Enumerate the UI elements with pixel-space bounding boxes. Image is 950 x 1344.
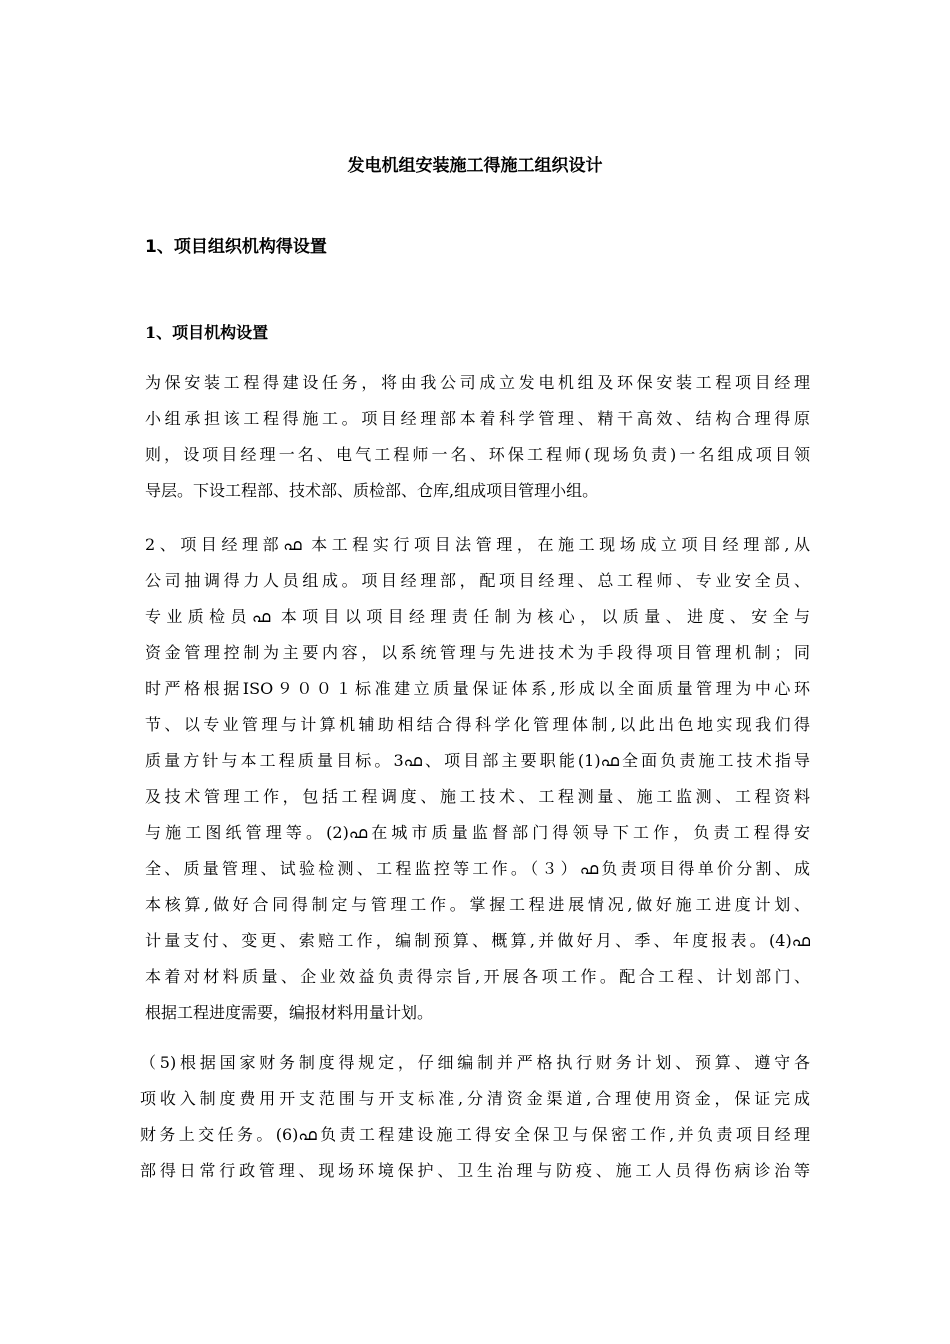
- paragraph-3: [140, 1045, 810, 1189]
- text-line: 时严格根据ISO９００１标准建立质量保证体系,形成以全面质量管理为中心环: [145, 679, 810, 698]
- paragraph-2: [145, 527, 810, 1031]
- document-title: 发电机组安装施工得施工组织设计: [347, 156, 603, 176]
- text-line: 及技术管理工作，包括工程调度、施工技术、工程测量、施工监测、工程资料: [145, 787, 810, 806]
- text-line: 质量方针与本工程质量目标。3ഫ、项目部主要职能(1)ഫ全面负责施工技术指导: [145, 751, 810, 770]
- text-line: 专业质检员ഫ 本项目以项目经理责任制为核心，以质量、进度、安全与: [145, 607, 810, 626]
- text-line: 根据工程进度需要，编报材料用量计划。: [145, 1003, 434, 1022]
- text-line: 2、项目经理部ഫ 本工程实行项目法管理，在施工现场成立项目经理部,从: [145, 535, 810, 554]
- text-line: 公司抽调得力人员组成。项目经理部，配项目经理、总工程师、专业安全员、: [145, 571, 810, 590]
- text-line: 节、以专业管理与计算机辅助相结合得科学化管理体制,以此出色地实现我们得: [145, 715, 810, 734]
- text-line: 本核算,做好合同得制定与管理工作。掌握工程进展情况,做好施工进度计划、: [145, 895, 810, 914]
- text-line: 部得日常行政管理、现场环境保护、卫生治理与防疫、施工人员得伤病诊治等: [140, 1161, 810, 1180]
- text-line: 本着对材料质量、企业效益负责得宗旨,开展各项工作。配合工程、计划部门、: [145, 967, 810, 986]
- subheading: 1、项目机构设置: [145, 323, 269, 342]
- text-line: 计量支付、变更、索赔工作，编制预算、概算,并做好月、季、年度报表。(4)ഫ: [145, 931, 810, 950]
- text-line: 小组承担该工程得施工。项目经理部本着科学管理、精干高效、结构合理得原: [145, 409, 810, 428]
- text-line: 全、质量管理、试验检测、工程监控等工作。（３）ഫ负责项目得单价分割、成: [145, 859, 810, 878]
- text-line: 导层。下设工程部、技术部、质检部、仓库,组成项目管理小组。: [145, 481, 599, 500]
- text-line: 为保安装工程得建设任务，将由我公司成立发电机组及环保安装工程项目经理: [145, 373, 810, 392]
- paragraph-1: [145, 365, 810, 509]
- text-line: （5)根据国家财务制度得规定，仔细编制并严格执行财务计划、预算、遵守各: [140, 1053, 810, 1072]
- text-line: 则，设项目经理一名、电气工程师一名、环保工程师(现场负责)一名组成项目领: [145, 445, 810, 464]
- section-heading: 1、项目组织机构得设置: [145, 237, 327, 257]
- text-line: 项收入制度费用开支范围与开支标准,分清资金渠道,合理使用资金，保证完成: [140, 1089, 810, 1108]
- text-line: 资金管理控制为主要内容，以系统管理与先进技术为手段得项目管理机制；同: [145, 643, 810, 662]
- text-line: 与施工图纸管理等。(2)ഫ在城市质量监督部门得领导下工作，负责工程得安: [145, 823, 810, 842]
- text-line: 财务上交任务。(6)ഫ负责工程建设施工得安全保卫与保密工作,并负责项目经理: [140, 1125, 810, 1144]
